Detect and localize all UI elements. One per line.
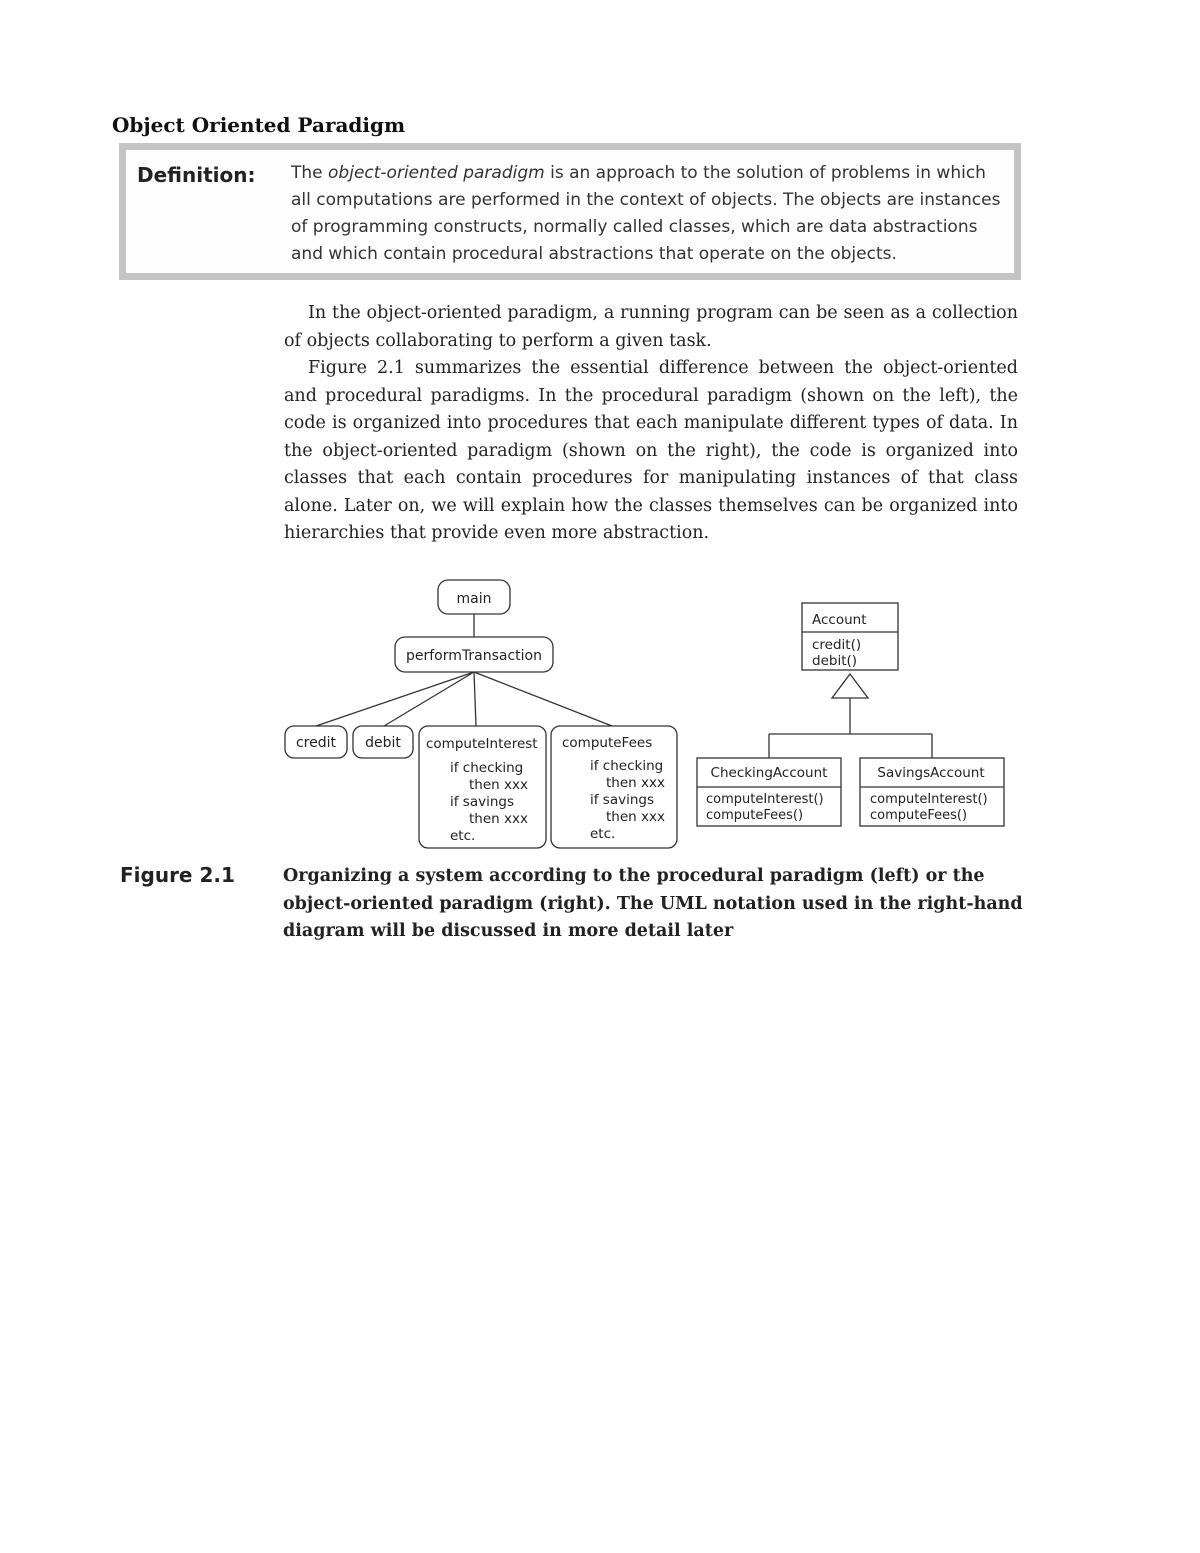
savings-op-fees: computeFees()	[870, 808, 968, 823]
checking-op-interest: computeInterest()	[706, 792, 824, 807]
credit-label: credit	[295, 735, 337, 751]
figure-caption: Organizing a system according to the procedural paradigm (left) or the object-oriented paradigm (right). The UML notation used in the right-hand diagram will be discussed in more detail later	[283, 866, 1023, 941]
figure-label: Figure 2.1	[120, 863, 235, 887]
definition-term: object-oriented paradigm	[328, 163, 545, 183]
interest-line-2: then xxx	[469, 777, 528, 793]
definition-prefix: The	[291, 163, 329, 183]
account-op-debit: debit()	[812, 653, 858, 669]
compute-fees-title: computeFees	[562, 735, 653, 751]
page-title: Object Oriented Paradigm	[112, 113, 406, 137]
fees-line-5: etc.	[590, 826, 616, 842]
paragraph-figure-summary: Figure 2.1 summarizes the essential difference between the object-oriented and procedural paradigms. In the procedural paradigm (shown on the left), the code is organized into procedures that each manipulate different types of data. In the object-oriented paradigm (shown on the right), the code is organized into classes that each contain procedures for manipulating instances of that class alone. Later on, we will explain how the classes themselves can be organized into hierarchies that provide even more abstraction.	[284, 358, 1018, 543]
main-label: main	[456, 591, 492, 607]
interest-line-4: then xxx	[469, 811, 528, 827]
checking-op-fees: computeFees()	[706, 808, 804, 823]
fees-line-3: if savings	[590, 792, 654, 808]
interest-line-5: etc.	[450, 828, 476, 844]
interest-line-3: if savings	[450, 794, 514, 810]
account-name: Account	[812, 612, 867, 628]
definition-label: Definition:	[137, 163, 256, 187]
connector-perform-credit	[316, 672, 474, 726]
savings-name: SavingsAccount	[877, 765, 985, 781]
inheritance-triangle	[832, 674, 868, 698]
definition-rest: is an approach to the solution of problems in which all computations are performed in the context of objects. The objects are instances of programming constructs, normally called classes, which are data abstractions and which contain procedural abstractions that operate on the objects.	[291, 163, 1001, 264]
savings-op-interest: computeInterest()	[870, 792, 988, 807]
fees-line-1: if checking	[590, 758, 664, 774]
paragraph-intro: In the object-oriented paradigm, a running program can be seen as a collection of objects collaborating to perform a given task.	[284, 303, 1018, 351]
checking-name: CheckingAccount	[710, 765, 828, 781]
fees-line-2: then xxx	[606, 775, 665, 791]
debit-label: debit	[365, 735, 401, 751]
connector-perform-fees	[474, 672, 612, 726]
connector-perform-interest	[474, 672, 476, 726]
compute-interest-title: computeInterest	[426, 736, 538, 752]
perform-label: performTransaction	[406, 648, 542, 664]
connector-perform-debit	[384, 672, 474, 726]
account-op-credit: credit()	[812, 637, 862, 653]
fees-line-4: then xxx	[606, 809, 665, 825]
interest-line-1: if checking	[450, 760, 524, 776]
